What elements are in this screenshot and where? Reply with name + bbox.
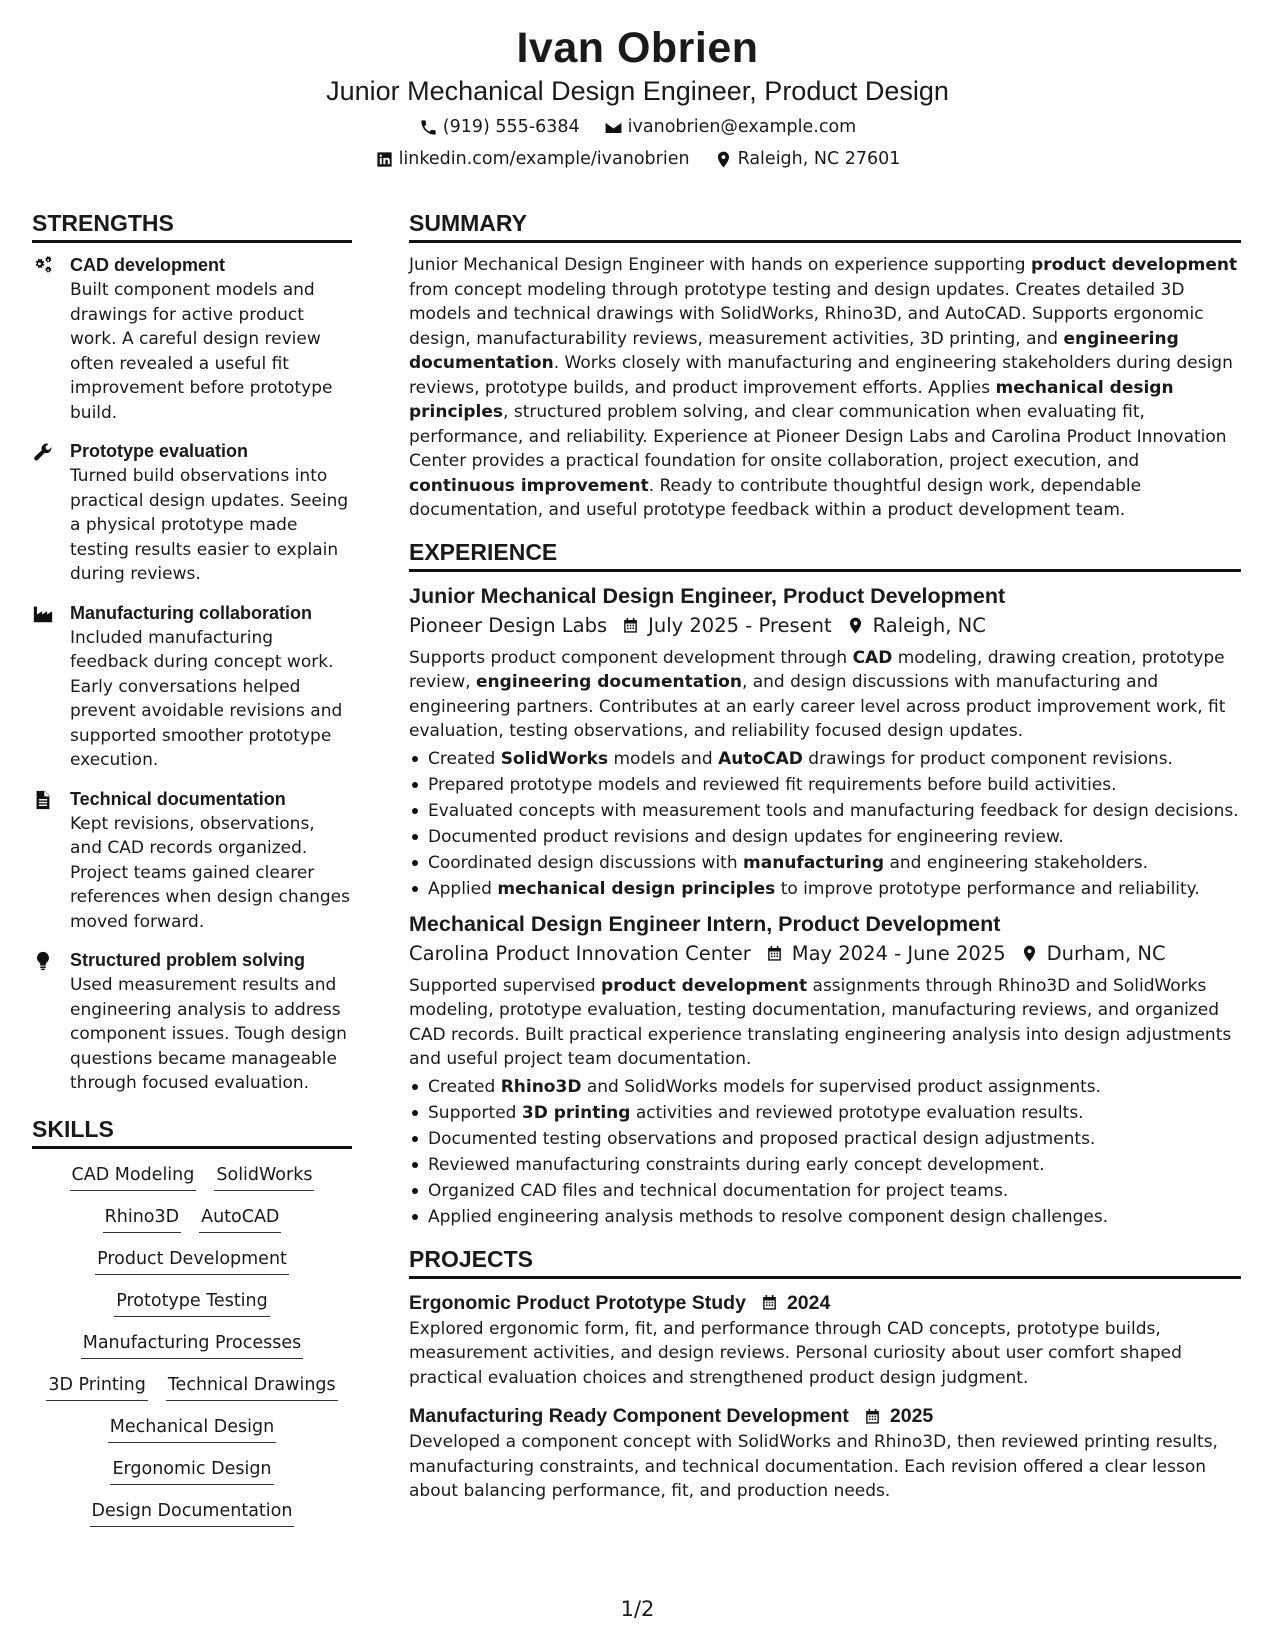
strength-item bbox=[32, 787, 352, 935]
skill-tag: Technical Drawings bbox=[166, 1373, 338, 1401]
dates-text: May 2024 - June 2025 bbox=[791, 941, 1006, 965]
skill-tag: SolidWorks bbox=[214, 1163, 314, 1191]
text-segment: Created bbox=[428, 1076, 501, 1097]
strength-description: Included manufacturing feedback during concept work. Early conversations helped prevent avoidable revisions and supported smoother prototype execution. bbox=[70, 627, 343, 770]
job-description bbox=[409, 646, 1241, 744]
skill-row bbox=[32, 1289, 352, 1317]
job-title: Mechanical Design Engineer Intern, Product Development bbox=[409, 911, 1001, 936]
location-text: Durham, NC bbox=[1046, 941, 1166, 965]
lightbulb-icon bbox=[32, 950, 54, 972]
year-text: 2024 bbox=[786, 1291, 831, 1314]
skill-row bbox=[32, 1373, 352, 1401]
resume-header bbox=[0, 22, 1275, 171]
contact-line-2 bbox=[0, 147, 1275, 171]
skill-row bbox=[32, 1457, 352, 1485]
strength-item bbox=[32, 601, 352, 773]
candidate-title: Junior Mechanical Design Engineer, Product Design bbox=[326, 76, 949, 106]
company-name: Carolina Product Innovation Center bbox=[409, 941, 751, 965]
bold-keyword: product development bbox=[601, 975, 808, 996]
strength-description: Used measurement results and engineering analysis to address component issues. Tough design questions became manageable through focused evaluation. bbox=[70, 975, 347, 1093]
right-column bbox=[409, 208, 1241, 1504]
bold-keyword: SolidWorks bbox=[500, 748, 609, 769]
text-segment: Applied engineering analysis methods to resolve component design challenges. bbox=[428, 1206, 1109, 1227]
page-number: 1/2 bbox=[620, 1597, 655, 1621]
projects-heading: PROJECTS bbox=[409, 1244, 1241, 1279]
job-entry bbox=[409, 582, 1241, 902]
strength-item bbox=[32, 253, 352, 425]
text-segment: activities and reviewed prototype evaluation results. bbox=[630, 1102, 1084, 1123]
bold-keyword: manufacturing bbox=[743, 852, 885, 873]
skill-row bbox=[32, 1163, 352, 1191]
strength-name: Technical documentation bbox=[70, 788, 286, 809]
project-title: Ergonomic Product Prototype Study bbox=[409, 1291, 746, 1314]
skill-tag: Product Development bbox=[95, 1247, 289, 1275]
bullet-item bbox=[409, 1126, 1241, 1152]
project-description: Developed a component concept with SolidWorks and Rhino3D, then reviewed printing results, manufacturing constraints, and technical documentation. Each revision offered a clear lesson about balancing performance, fit, and production needs. bbox=[409, 1432, 1218, 1501]
job-bullets bbox=[409, 1074, 1241, 1230]
text-segment: to improve prototype performance and reliability. bbox=[775, 878, 1200, 899]
bullet-item bbox=[409, 746, 1241, 772]
text-segment: assignments through Rhino3D and SolidWorks modeling, prototype evaluation, testing documentation, manufacturing reviews, and organized CAD records. Built practical experience translating engineering analysis into design adjustments and useful project team documentation. bbox=[409, 975, 1232, 1069]
text-segment: . Ready to contribute thoughtful design work, dependable documentation, and useful prototype feedback within a product development team. bbox=[409, 475, 1142, 520]
bold-keyword: mechanical design principles bbox=[409, 377, 1174, 422]
bullet-item bbox=[409, 876, 1241, 902]
job-bullets bbox=[409, 746, 1241, 902]
location-item bbox=[714, 147, 901, 171]
phone-text: (919) 555-6384 bbox=[442, 117, 580, 137]
text-segment: Created bbox=[428, 748, 501, 769]
skill-tag: Ergonomic Design bbox=[110, 1457, 273, 1485]
calendar-icon bbox=[760, 1293, 779, 1312]
strength-item bbox=[32, 948, 352, 1096]
linkedin-text: linkedin.com/example/ivanobrien bbox=[398, 149, 690, 169]
map-pin-icon bbox=[1020, 944, 1039, 963]
linkedin-icon bbox=[375, 150, 394, 169]
job-title: Junior Mechanical Design Engineer, Product Development bbox=[409, 583, 1006, 608]
summary-text bbox=[409, 253, 1241, 523]
text-segment: Applied bbox=[428, 878, 498, 899]
year-text: 2025 bbox=[889, 1405, 934, 1427]
calendar-icon bbox=[863, 1407, 882, 1426]
bold-keyword: Rhino3D bbox=[500, 1076, 582, 1097]
strength-name: CAD development bbox=[70, 255, 226, 275]
strength-description: Turned build observations into practical design updates. Seeing a physical prototype made testing results easier to explain during reviews. bbox=[70, 466, 349, 584]
dates-text: July 2025 - Present bbox=[648, 613, 832, 637]
bullet-item bbox=[409, 1204, 1241, 1230]
contact-line-1 bbox=[0, 115, 1275, 139]
text-segment: Organized CAD files and technical documentation for project teams. bbox=[428, 1180, 1009, 1201]
bold-keyword: 3D printing bbox=[521, 1102, 631, 1123]
bold-keyword: mechanical design principles bbox=[497, 878, 776, 899]
job-description bbox=[409, 974, 1241, 1072]
skill-tag: 3D Printing bbox=[46, 1373, 148, 1401]
jobs-list bbox=[409, 582, 1241, 1230]
bold-keyword: CAD bbox=[852, 647, 893, 668]
phone-icon bbox=[419, 118, 438, 137]
company-name: Pioneer Design Labs bbox=[409, 613, 608, 637]
phone-item[interactable] bbox=[419, 115, 580, 139]
skill-row bbox=[32, 1205, 352, 1233]
strengths-list bbox=[32, 253, 352, 1096]
project-entry bbox=[409, 1402, 1241, 1504]
job-dates bbox=[621, 612, 832, 640]
text-segment: Documented product revisions and design updates for engineering review. bbox=[428, 826, 1064, 847]
strengths-heading: STRENGTHS bbox=[32, 208, 352, 243]
summary-heading: SUMMARY bbox=[409, 208, 1241, 243]
calendar-icon bbox=[621, 616, 640, 635]
skill-tag: Design Documentation bbox=[90, 1499, 295, 1527]
text-segment: from concept modeling through prototype testing and design updates. Creates detailed 3D models and technical drawings with SolidWorks, Rhino3D, and AutoCAD. Supports ergonomic design, manufacturability reviews, measurement activities, 3D printing, and bbox=[409, 279, 1204, 349]
job-meta bbox=[409, 612, 1241, 640]
text-segment: drawings for product component revisions. bbox=[802, 748, 1173, 769]
bullet-item bbox=[409, 1100, 1241, 1126]
bold-keyword: continuous improvement bbox=[409, 475, 649, 496]
job-location bbox=[1020, 940, 1166, 968]
text-segment: , and design discussions with manufacturing and engineering partners. Contributes at an early career level across product improvement work, fit evaluation, testing observations, and reliability focused design updates. bbox=[409, 672, 1226, 741]
bullet-item bbox=[409, 1178, 1241, 1204]
bullet-item bbox=[409, 1152, 1241, 1178]
projects-list bbox=[409, 1289, 1241, 1504]
wrench-icon bbox=[32, 441, 54, 463]
text-segment: and engineering stakeholders. bbox=[884, 852, 1149, 873]
skills-section bbox=[32, 1114, 352, 1527]
location-text: Raleigh, NC 27601 bbox=[737, 149, 901, 169]
experience-heading: EXPERIENCE bbox=[409, 537, 1241, 572]
strength-name: Prototype evaluation bbox=[70, 441, 249, 461]
bullet-item bbox=[409, 850, 1241, 876]
skill-tag: Manufacturing Processes bbox=[81, 1331, 304, 1359]
skill-tag: CAD Modeling bbox=[70, 1163, 197, 1191]
project-description: Explored ergonomic form, fit, and performance through CAD concepts, prototype builds, measurement activities, and design reviews. Personal curiosity about user comfort shaped practical evaluation choices and strengthened product design judgment. bbox=[409, 1318, 1182, 1388]
document-icon bbox=[32, 789, 54, 811]
text-segment: Prepared prototype models and reviewed fit requirements before build activities. bbox=[428, 774, 1117, 795]
left-column bbox=[32, 208, 352, 1541]
text-segment: . Works closely with manufacturing and engineering stakeholders during design reviews, prototype builds, and product improvement efforts. Applies bbox=[409, 353, 1233, 398]
bullet-item bbox=[409, 1074, 1241, 1100]
strength-name: Manufacturing collaboration bbox=[70, 602, 313, 623]
bold-keyword: product development bbox=[1031, 255, 1238, 275]
project-title-row bbox=[409, 1402, 1241, 1430]
job-dates bbox=[765, 940, 1006, 968]
project-title-row bbox=[409, 1289, 1241, 1317]
text-segment: Supports product component development through bbox=[409, 647, 853, 668]
project-entry bbox=[409, 1289, 1241, 1391]
text-segment: Junior Mechanical Design Engineer with hands on experience supporting bbox=[409, 255, 1032, 275]
strength-description: Kept revisions, observations, and CAD records organized. Project teams gained clearer references when design changes moved forward. bbox=[70, 813, 350, 932]
strength-item bbox=[32, 439, 352, 587]
skill-row bbox=[32, 1415, 352, 1443]
bullet-item bbox=[409, 824, 1241, 850]
skill-tag: Prototype Testing bbox=[114, 1289, 270, 1317]
email-item[interactable] bbox=[604, 115, 857, 139]
job-meta bbox=[409, 940, 1241, 968]
text-segment: Supported bbox=[428, 1102, 522, 1123]
skill-row bbox=[32, 1331, 352, 1359]
bold-keyword: engineering documentation bbox=[476, 672, 742, 692]
email-text: ivanobrien@example.com bbox=[627, 117, 857, 137]
linkedin-item[interactable] bbox=[375, 147, 690, 171]
project-year bbox=[760, 1289, 830, 1317]
text-segment: modeling, drawing creation, prototype review, bbox=[409, 647, 1225, 692]
text-segment: Documented testing observations and proposed practical design adjustments. bbox=[428, 1128, 1096, 1149]
skills-list bbox=[32, 1163, 352, 1527]
bold-keyword: engineering documentation bbox=[409, 328, 1179, 373]
bullet-item bbox=[409, 772, 1241, 798]
project-year bbox=[863, 1402, 933, 1430]
bold-keyword: AutoCAD bbox=[718, 748, 803, 769]
strength-name: Structured problem solving bbox=[70, 950, 306, 970]
skill-row bbox=[32, 1499, 352, 1527]
envelope-icon bbox=[604, 118, 623, 137]
calendar-icon bbox=[765, 944, 784, 963]
location-text: Raleigh, NC bbox=[872, 613, 986, 637]
text-segment: Coordinated design discussions with bbox=[428, 852, 744, 873]
map-pin-icon bbox=[714, 150, 733, 169]
project-title: Manufacturing Ready Component Development bbox=[409, 1405, 849, 1427]
strength-description: Built component models and drawings for active product work. A careful design review often revealed a useful fit improvement before prototype build. bbox=[70, 280, 333, 423]
gears-icon bbox=[32, 255, 54, 277]
skill-row bbox=[32, 1247, 352, 1275]
map-pin-icon bbox=[846, 616, 865, 635]
bullet-item bbox=[409, 798, 1241, 824]
text-segment: Supported supervised bbox=[409, 975, 602, 996]
text-segment: , structured problem solving, and clear communication when evaluating fit, performance, and reliability. Experience at Pioneer Design Labs and Carolina Product Innovation Center provides a practical foundation for onsite collaboration, project execution, and bbox=[409, 402, 1227, 471]
skills-heading: SKILLS bbox=[32, 1114, 352, 1149]
skill-tag: Rhino3D bbox=[103, 1205, 182, 1233]
job-location bbox=[846, 612, 986, 640]
text-segment: Evaluated concepts with measurement tools and manufacturing feedback for design decisions. bbox=[428, 800, 1239, 821]
skill-tag: Mechanical Design bbox=[108, 1415, 276, 1443]
text-segment: and SolidWorks models for supervised product assignments. bbox=[581, 1076, 1102, 1097]
text-segment: Reviewed manufacturing constraints during early concept development. bbox=[428, 1154, 1045, 1175]
industry-icon bbox=[32, 603, 54, 625]
skill-tag: AutoCAD bbox=[199, 1205, 281, 1233]
job-entry bbox=[409, 910, 1241, 1230]
text-segment: models and bbox=[608, 748, 719, 769]
candidate-name: Ivan Obrien bbox=[516, 24, 759, 72]
